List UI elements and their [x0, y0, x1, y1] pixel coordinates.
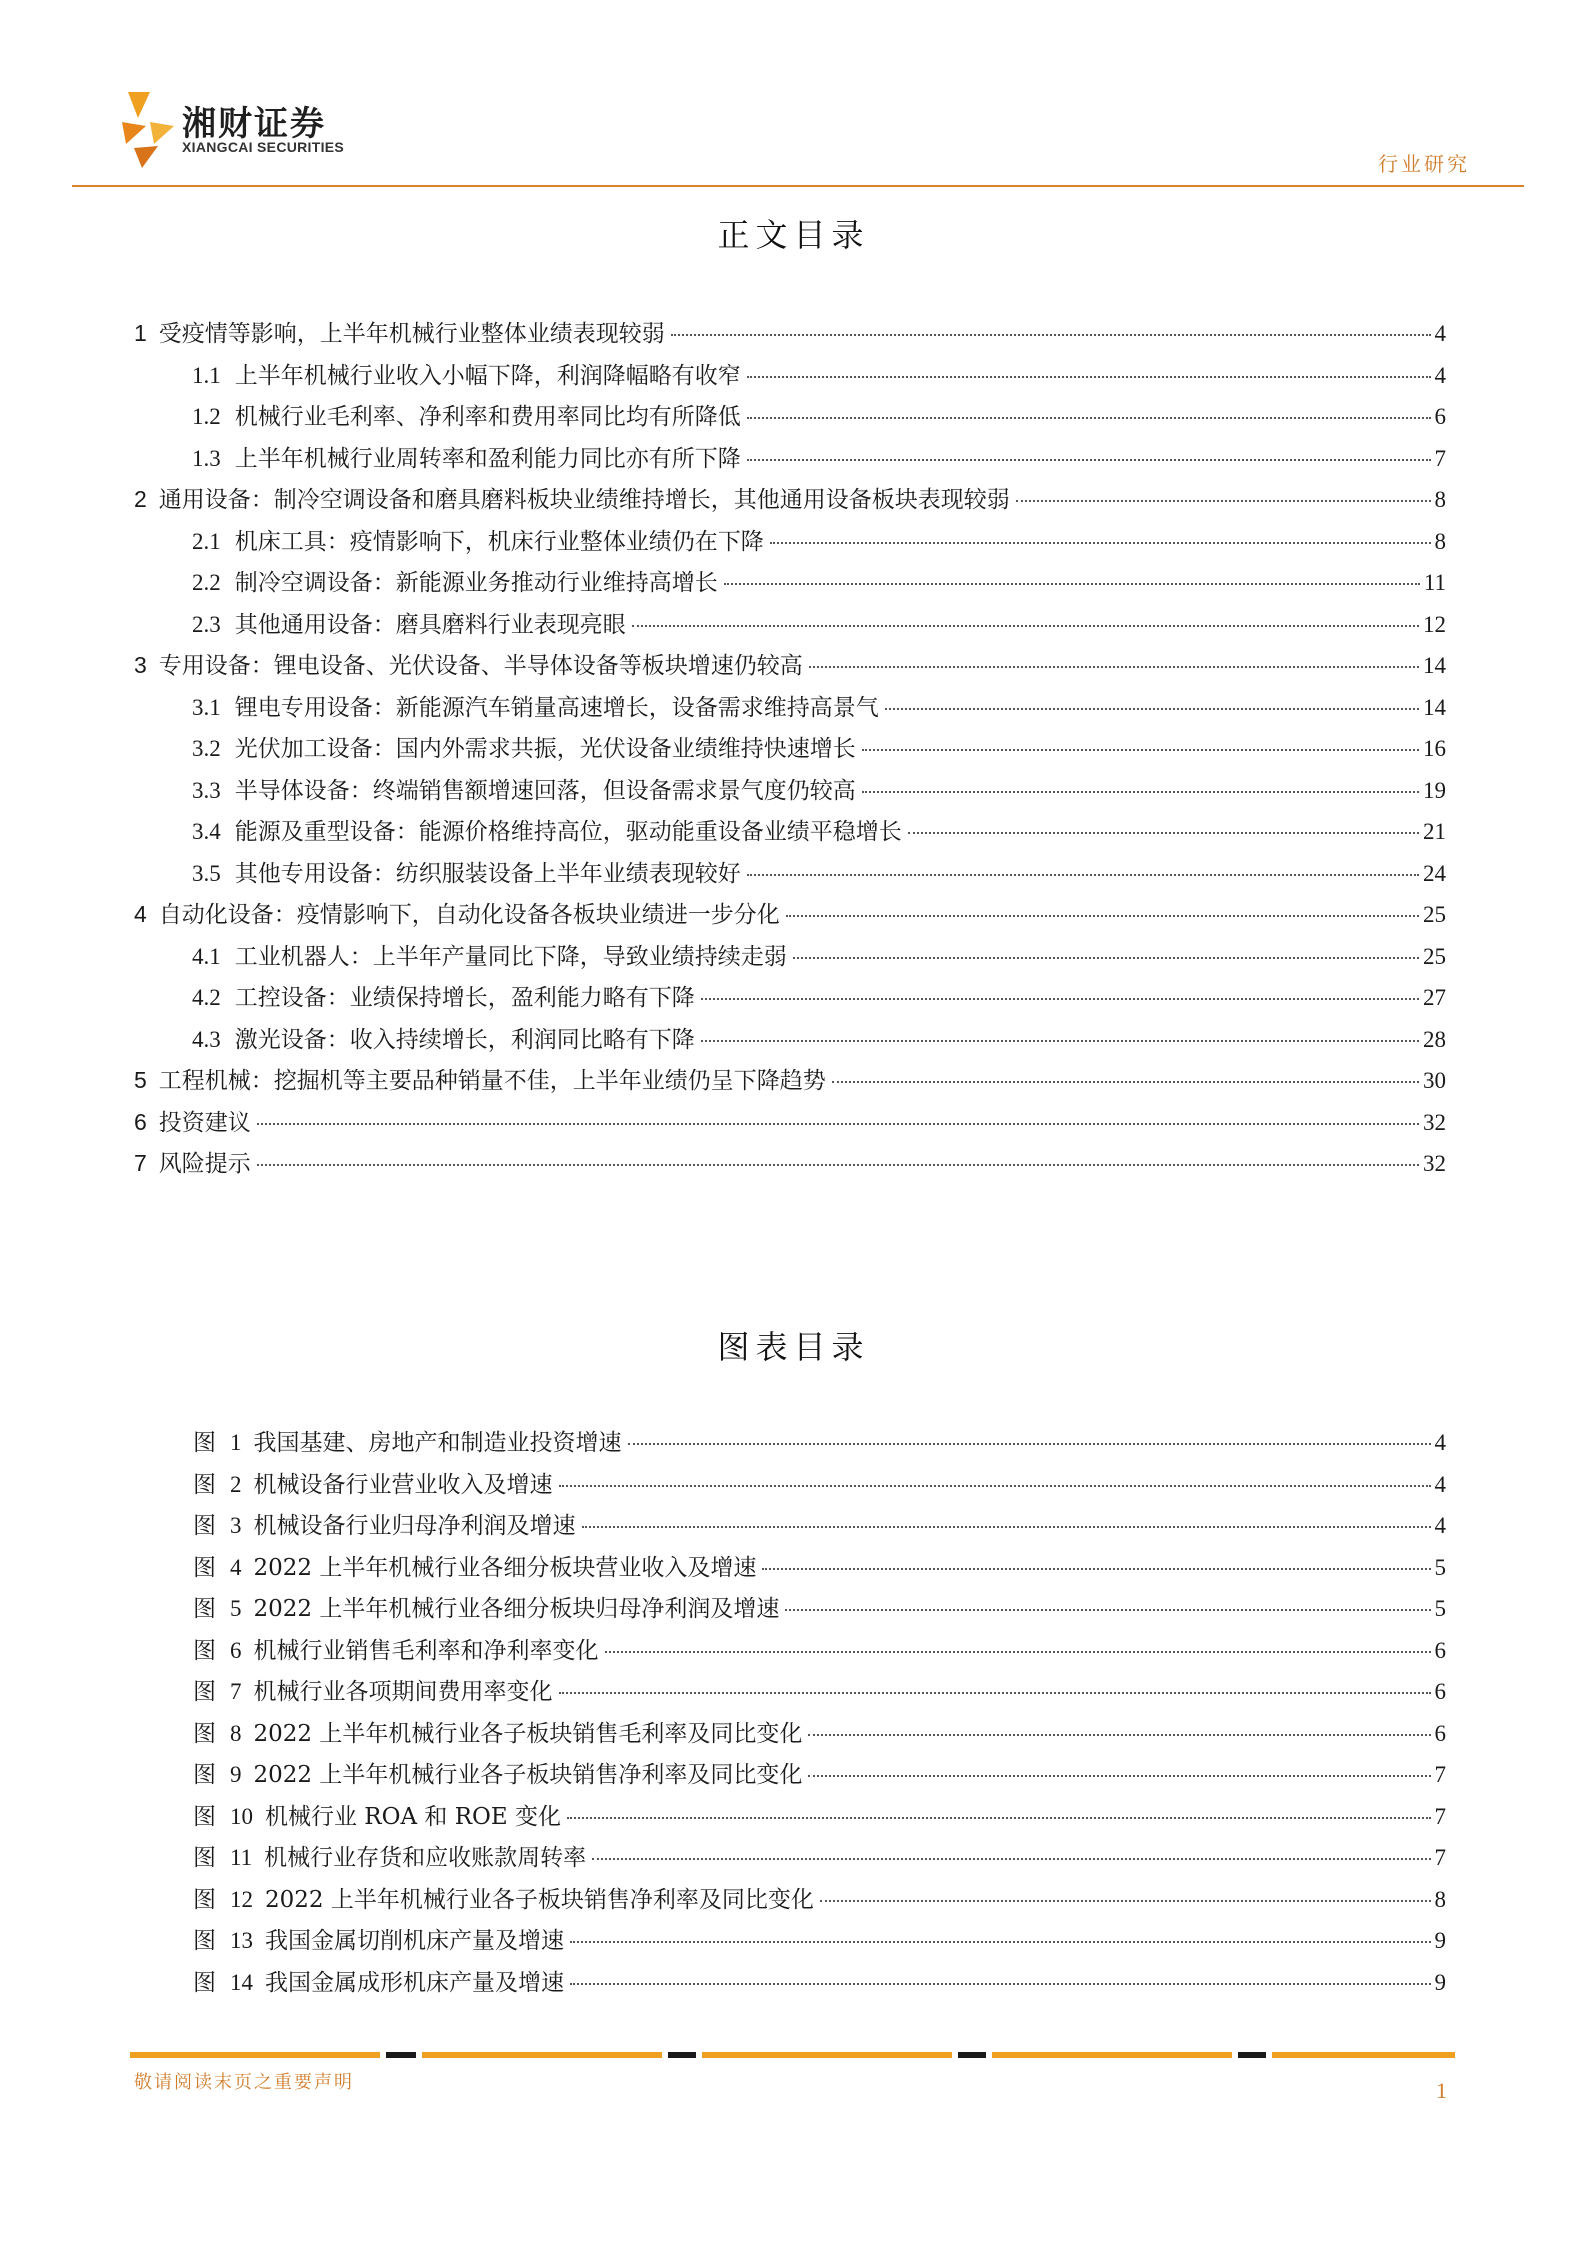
figure-list-title: 图表目录: [717, 1328, 870, 1366]
figure-entry[interactable]: [193, 1922, 1446, 1964]
figure-title: 机械设备行业营业收入及增速: [253, 1471, 553, 1498]
figure-page: 5: [1434, 1554, 1446, 1580]
figure-number: 6: [230, 1637, 242, 1663]
toc-entry-title: 自动化设备：疫情影响下，自动化设备各板块业绩进一步分化: [158, 902, 780, 928]
dot-leader: [786, 915, 1419, 917]
dot-leader: [862, 791, 1419, 793]
toc-entry-number: 1.2: [192, 404, 221, 429]
toc-list: [134, 315, 1446, 1187]
toc-entry-title: 专用设备：锂电设备、光伏设备、半导体设备等板块增速仍较高: [158, 653, 803, 679]
toc-entry-number: 2.1: [192, 528, 221, 554]
toc-entry-title: 风险提示: [158, 1151, 251, 1177]
toc-entry-title: 工业机器人：上半年产量同比下降，导致业绩持续走弱: [234, 943, 787, 970]
toc-entry-number: 3.5: [192, 860, 221, 886]
figure-number: 5: [230, 1596, 242, 1621]
toc-entry-number: 6: [134, 1108, 147, 1135]
toc-entry-number: 3: [134, 652, 147, 678]
toc-entry-page: 11: [1423, 570, 1446, 595]
footer-dashed-bar: [130, 2052, 1455, 2060]
toc-entry-title: 机床工具：疫情影响下，机床行业整体业绩仍在下降: [234, 528, 764, 555]
figure-title: 机械行业销售毛利率和净利率变化: [253, 1637, 599, 1664]
toc-subsection-entry[interactable]: [134, 357, 1446, 399]
figure-prefix: 图: [193, 1430, 216, 1456]
figure-page: 6: [1434, 1679, 1446, 1704]
figure-list: [193, 1424, 1446, 2005]
dot-leader: [762, 1568, 1430, 1570]
toc-entry-page: 25: [1423, 902, 1446, 927]
dot-leader: [808, 1775, 1430, 1777]
toc-entry-number: 5: [134, 1067, 147, 1093]
figure-page: 4: [1434, 1471, 1446, 1497]
figure-prefix: 图: [193, 1471, 216, 1498]
toc-entry-title: 半导体设备：终端销售额增速回落，但设备需求景气度仍较高: [234, 777, 856, 804]
figure-prefix: 图: [193, 1969, 216, 1996]
company-logo: [120, 82, 345, 182]
disclaimer-note: 敬请阅读末页之重要声明: [134, 2072, 354, 2093]
figure-title: 我国金属成形机床产量及增速: [265, 1969, 564, 1996]
toc-entry-page: 32: [1423, 1109, 1446, 1135]
toc-entry-number: 3.3: [192, 777, 221, 803]
figure-page: 8: [1434, 1886, 1446, 1912]
dot-leader: [747, 376, 1431, 378]
toc-subsection-entry[interactable]: [134, 689, 1446, 731]
dot-leader: [820, 1900, 1431, 1902]
toc-entry-number: 4: [134, 901, 147, 927]
dot-leader: [567, 1817, 1431, 1819]
toc-entry-title: 激光设备：收入持续增长，利润同比略有下降: [234, 1026, 695, 1053]
dot-leader: [257, 1164, 1419, 1166]
figure-prefix: 图: [193, 1679, 216, 1705]
toc-entry-number: 2.3: [192, 611, 221, 637]
toc-entry-title: 能源及重型设备：能源价格维持高位，驱动能重设备业绩平稳增长: [234, 819, 902, 845]
toc-section-entry[interactable]: [134, 1062, 1446, 1104]
figure-entry[interactable]: [193, 1715, 1446, 1757]
toc-entry-page: 12: [1423, 611, 1446, 637]
figure-number: 9: [230, 1762, 242, 1787]
toc-section-entry[interactable]: [134, 1145, 1446, 1187]
toc-entry-number: 4.1: [192, 943, 221, 969]
report-category: 行业研究: [1378, 152, 1470, 176]
toc-entry-page: 4: [1434, 362, 1446, 388]
dot-leader: [570, 1941, 1431, 1943]
toc-entry-page: 25: [1423, 943, 1446, 969]
figure-entry[interactable]: [193, 1798, 1446, 1840]
figure-number: 4: [230, 1554, 242, 1580]
toc-entry-page: 30: [1423, 1068, 1446, 1093]
logo-mark-icon: [120, 88, 176, 168]
figure-prefix: 图: [193, 1637, 216, 1664]
toc-entry-page: 14: [1423, 653, 1446, 678]
toc-entry-title: 机械行业毛利率、净利率和费用率同比均有所降低: [234, 404, 741, 430]
toc-entry-number: 1.3: [192, 445, 221, 471]
toc-subsection-entry[interactable]: [134, 523, 1446, 565]
figure-number: 2: [230, 1471, 242, 1497]
toc-section-entry[interactable]: [134, 896, 1446, 938]
toc-entry-page: 19: [1423, 777, 1446, 803]
dot-leader: [808, 1734, 1430, 1736]
dot-leader: [701, 998, 1419, 1000]
toc-subsection-entry[interactable]: [134, 938, 1446, 980]
figure-number: 7: [230, 1679, 242, 1704]
toc-section-entry[interactable]: [134, 481, 1446, 523]
toc-entry-number: 2: [134, 486, 147, 512]
figure-title: 机械行业 ROA 和 ROE 变化: [265, 1803, 561, 1830]
logo-chinese-name: 湘财证券: [182, 104, 326, 144]
figure-number: 10: [230, 1803, 253, 1829]
toc-entry-number: 7: [134, 1150, 147, 1176]
figure-prefix: 图: [193, 1886, 216, 1913]
toc-entry-number: 2.2: [192, 570, 221, 595]
figure-prefix: 图: [193, 1928, 216, 1954]
toc-entry-title: 受疫情等影响，上半年机械行业整体业绩表现较弱: [158, 321, 665, 347]
dot-leader: [908, 832, 1419, 834]
dot-leader: [559, 1692, 1431, 1694]
dot-leader: [701, 1040, 1419, 1042]
page-number: 1: [1436, 2078, 1447, 2103]
figure-entry[interactable]: [193, 1424, 1446, 1466]
dot-leader: [770, 542, 1431, 544]
dot-leader: [628, 1443, 1431, 1445]
toc-subsection-entry[interactable]: [134, 564, 1446, 606]
dot-leader: [747, 417, 1431, 419]
toc-entry-page: 4: [1434, 321, 1446, 346]
dot-leader: [592, 1858, 1430, 1860]
figure-title: 2022 上半年机械行业各细分板块归母净利润及增速: [253, 1596, 780, 1622]
figure-page: 4: [1434, 1430, 1446, 1455]
toc-subsection-entry[interactable]: [134, 440, 1446, 482]
figure-entry[interactable]: [193, 1507, 1446, 1549]
toc-subsection-entry[interactable]: [134, 855, 1446, 897]
toc-entry-page: 8: [1434, 528, 1446, 554]
figure-entry[interactable]: [193, 1756, 1446, 1798]
figure-entry[interactable]: [193, 1964, 1446, 2006]
figure-prefix: 图: [193, 1596, 216, 1622]
figure-title: 2022 上半年机械行业各子板块销售净利率及同比变化: [253, 1762, 803, 1788]
figure-title: 2022 上半年机械行业各子板块销售净利率及同比变化: [265, 1886, 814, 1913]
figure-prefix: 图: [193, 1720, 216, 1747]
figure-prefix: 图: [193, 1803, 216, 1830]
figure-page: 6: [1434, 1720, 1446, 1746]
toc-entry-title: 工程机械：挖掘机等主要品种销量不佳，上半年业绩仍呈下降趋势: [158, 1068, 826, 1094]
figure-number: 1: [230, 1430, 242, 1455]
toc-entry-page: 32: [1423, 1151, 1446, 1176]
dot-leader: [257, 1123, 1419, 1125]
toc-entry-number: 3.1: [192, 694, 221, 720]
toc-entry-title: 制冷空调设备：新能源业务推动行业维持高增长: [234, 570, 718, 596]
header-divider: [72, 185, 1524, 187]
figure-title: 2022 上半年机械行业各细分板块营业收入及增速: [253, 1554, 757, 1581]
toc-entry-title: 工控设备：业绩保持增长，盈利能力略有下降: [234, 985, 695, 1011]
figure-number: 3: [230, 1513, 242, 1538]
toc-entry-title: 上半年机械行业收入小幅下降，利润降幅略有收窄: [234, 362, 741, 389]
figure-number: 14: [230, 1969, 253, 1995]
toc-entry-number: 3.4: [192, 819, 221, 844]
toc-subsection-entry[interactable]: [134, 772, 1446, 814]
dot-leader: [809, 666, 1419, 668]
figure-entry[interactable]: [193, 1881, 1446, 1923]
figure-entry[interactable]: [193, 1549, 1446, 1591]
figure-page: 7: [1434, 1845, 1446, 1870]
toc-entry-number: 3.2: [192, 736, 221, 761]
toc-entry-title: 光伏加工设备：国内外需求共振，光伏设备业绩维持快速增长: [234, 736, 856, 762]
figure-title: 机械行业存货和应收账款周转率: [264, 1845, 587, 1871]
toc-entry-page: 14: [1423, 694, 1446, 720]
figure-prefix: 图: [193, 1513, 216, 1539]
dot-leader: [885, 708, 1419, 710]
toc-entry-title: 其他通用设备：磨具磨料行业表现亮眼: [234, 611, 626, 638]
toc-entry-number: 1.1: [192, 362, 221, 388]
figure-prefix: 图: [193, 1762, 216, 1788]
figure-number: 12: [230, 1886, 253, 1912]
toc-section-entry[interactable]: [134, 315, 1446, 357]
figure-title: 我国金属切削机床产量及增速: [265, 1928, 564, 1954]
dot-leader: [559, 1485, 1431, 1487]
figure-title: 机械行业各项期间费用率变化: [253, 1679, 553, 1705]
toc-entry-number: 1: [134, 320, 147, 346]
toc-entry-title: 投资建议: [158, 1109, 251, 1136]
dot-leader: [747, 459, 1431, 461]
toc-section-entry[interactable]: [134, 1104, 1446, 1146]
figure-page: 9: [1434, 1928, 1446, 1953]
figure-title: 2022 上半年机械行业各子板块销售毛利率及同比变化: [253, 1720, 803, 1747]
toc-subsection-entry[interactable]: [134, 979, 1446, 1021]
figure-entry[interactable]: [193, 1466, 1446, 1508]
dot-leader: [1016, 500, 1431, 502]
toc-subsection-entry[interactable]: [134, 730, 1446, 772]
dot-leader: [747, 874, 1419, 876]
figure-page: 6: [1434, 1637, 1446, 1663]
toc-title: 正文目录: [717, 216, 870, 254]
dot-leader: [862, 749, 1419, 751]
figure-prefix: 图: [193, 1554, 216, 1581]
dot-leader: [785, 1609, 1430, 1611]
toc-entry-page: 8: [1434, 487, 1446, 512]
toc-entry-page: 27: [1423, 985, 1446, 1010]
toc-entry-title: 其他专用设备：纺织服装设备上半年业绩表现较好: [234, 860, 741, 887]
figure-number: 13: [230, 1928, 253, 1953]
dot-leader: [724, 583, 1420, 585]
figure-page: 7: [1434, 1803, 1446, 1829]
dot-leader: [570, 1983, 1431, 1985]
figure-page: 4: [1434, 1513, 1446, 1538]
dot-leader: [582, 1526, 1431, 1528]
figure-prefix: 图: [193, 1845, 216, 1871]
toc-section-entry[interactable]: [134, 647, 1446, 689]
toc-entry-title: 通用设备：制冷空调设备和磨具磨料板块业绩维持增长，其他通用设备板块表现较弱: [158, 487, 1010, 513]
toc-entry-page: 21: [1423, 819, 1446, 844]
figure-entry[interactable]: [193, 1632, 1446, 1674]
toc-entry-page: 16: [1423, 736, 1446, 761]
toc-entry-page: 24: [1423, 860, 1446, 886]
dot-leader: [671, 334, 1431, 336]
dot-leader: [832, 1081, 1419, 1083]
toc-subsection-entry[interactable]: [134, 398, 1446, 440]
toc-entry-page: 6: [1434, 404, 1446, 429]
dot-leader: [632, 625, 1419, 627]
dot-leader: [605, 1651, 1431, 1653]
toc-subsection-entry[interactable]: [134, 606, 1446, 648]
figure-number: 11: [230, 1845, 253, 1870]
figure-title: 我国基建、房地产和制造业投资增速: [253, 1430, 622, 1456]
toc-subsection-entry[interactable]: [134, 1021, 1446, 1063]
figure-entry[interactable]: [193, 1673, 1446, 1715]
logo-english-name: XIANGCAI SECURITIES: [182, 139, 345, 155]
toc-entry-title: 上半年机械行业周转率和盈利能力同比亦有所下降: [234, 445, 741, 472]
figure-title: 机械设备行业归母净利润及增速: [253, 1513, 576, 1539]
toc-entry-title: 锂电专用设备：新能源汽车销量高速增长，设备需求维持高景气: [234, 694, 879, 721]
figure-entry[interactable]: [193, 1839, 1446, 1881]
toc-entry-page: 7: [1434, 445, 1446, 471]
toc-entry-number: 4.3: [192, 1026, 221, 1052]
toc-entry-number: 4.2: [192, 985, 221, 1010]
dot-leader: [793, 957, 1419, 959]
figure-entry[interactable]: [193, 1590, 1446, 1632]
figure-page: 7: [1434, 1762, 1446, 1787]
figure-number: 8: [230, 1720, 242, 1746]
toc-subsection-entry[interactable]: [134, 813, 1446, 855]
figure-page: 9: [1434, 1969, 1446, 1995]
figure-page: 5: [1434, 1596, 1446, 1621]
toc-entry-page: 28: [1423, 1026, 1446, 1052]
